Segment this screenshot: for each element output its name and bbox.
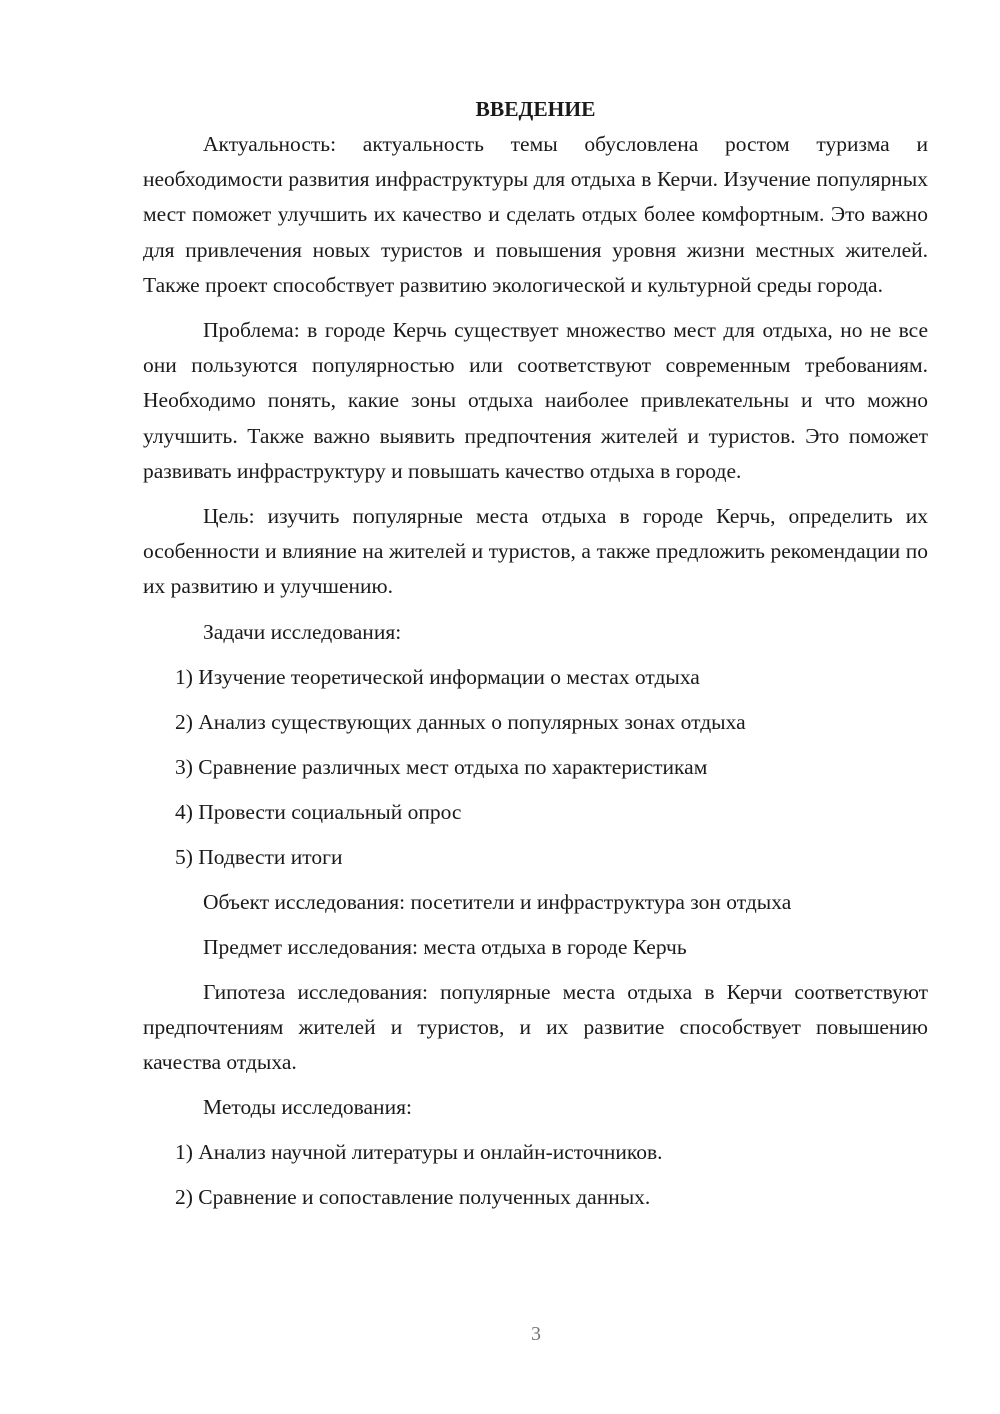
page-content xyxy=(143,92,928,1215)
hypothesis-paragraph: Гипотеза исследования: популярные места отдыха в Керчи соответствуют предпочтениям жителей и туристов, и их развитие способствует повышению качества отдыха. xyxy=(143,979,928,1075)
problem-paragraph: Проблема: в городе Керчь существует множество мест для отдыха, но не все они пользуются популярностью или соответствуют современным требованиям. Необходимо понять, какие зоны отдыха наиболее привлекательны и что можно улучшить. Также важно выявить предпочтения жителей и туристов. Это поможет развивать инфраструктуру и повышать качество отдыха в городе. xyxy=(143,318,928,483)
research-subject: Предмет исследования: места отдыха в городе Керчь xyxy=(203,934,687,959)
task-item: 1) Изучение теоретической информации о местах отдыха xyxy=(175,664,700,689)
page-number: 3 xyxy=(531,1323,541,1345)
method-item: 2) Сравнение и сопоставление полученных данных. xyxy=(175,1185,651,1210)
task-item: 4) Провести социальный опрос xyxy=(175,799,462,824)
task-item: 3) Сравнение различных мест отдыха по характеристикам xyxy=(175,754,708,779)
task-item: 5) Подвести итоги xyxy=(175,844,343,869)
tasks-heading: Задачи исследования: xyxy=(203,619,402,644)
goal-paragraph: Цель: изучить популярные места отдыха в городе Керчь, определить их особенности и влияние на жителей и туристов, а также предложить рекомендации по их развитию и улучшению. xyxy=(143,504,928,599)
page-title: ВВЕДЕНИЕ xyxy=(475,97,596,121)
method-item: 1) Анализ научной литературы и онлайн-источников. xyxy=(175,1140,663,1165)
relevance-paragraph: Актуальность: актуальность темы обусловлена ростом туризма и необходимости развития инфраструктуры для отдыха в Керчи. Изучение популярных мест поможет улучшить их качество и сделать отдых более комфортным. Это важно для привлечения новых туристов и повышения уровня жизни местных жителей. Также проект способствует развитию экологической и культурной среды города. xyxy=(143,132,928,297)
methods-heading: Методы исследования: xyxy=(203,1095,412,1120)
research-object: Объект исследования: посетители и инфраструктура зон отдыха xyxy=(203,889,792,914)
task-item: 2) Анализ существующих данных о популярных зонах отдыха xyxy=(175,709,746,734)
